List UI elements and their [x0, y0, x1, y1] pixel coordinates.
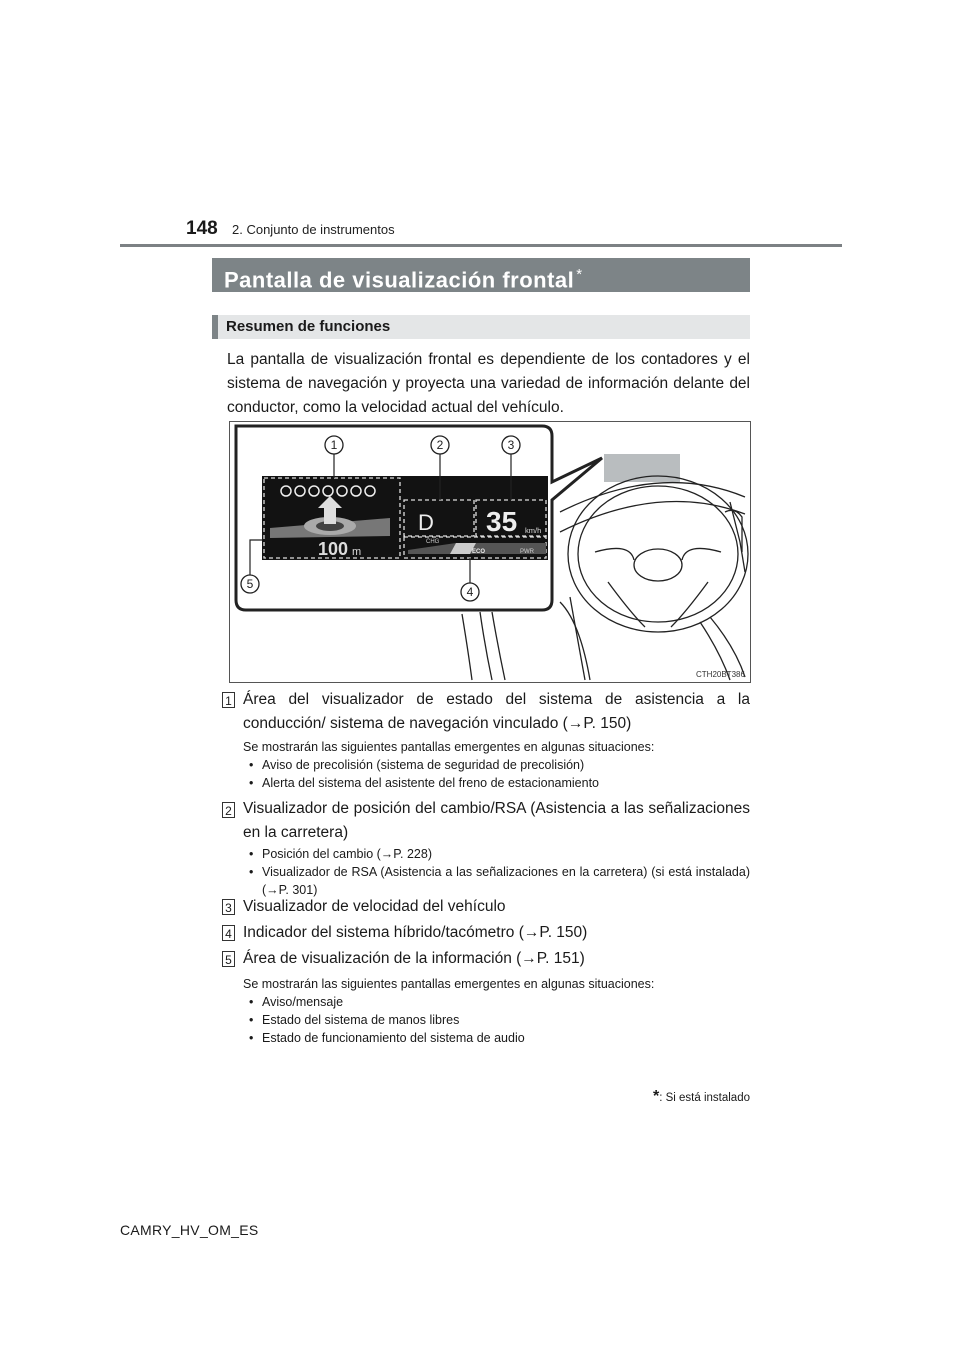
page-number: 148: [186, 218, 218, 239]
item-number-3: 3: [222, 899, 235, 915]
callout-number-5: 5: [246, 577, 254, 591]
item-4-text: Indicador del sistema híbrido/tacómetro (→P. 150): [243, 924, 588, 941]
item-number-5: 5: [222, 951, 235, 967]
subsection-title: [212, 315, 750, 339]
section-title: [212, 258, 750, 292]
item-5-note: Se mostrarán las siguientes pantallas emergentes en algunas situaciones:: [243, 977, 655, 991]
list-item: • Aviso/mensaje: [246, 993, 750, 1011]
footnote: [653, 1088, 750, 1106]
item-number-4: 4: [222, 925, 235, 941]
footnote-text: : Si está instalado: [659, 1092, 750, 1104]
callout-number-1: 1: [330, 438, 338, 452]
item-1-text: Área del visualizador de estado del sistema de asistencia a la conducción/ sistema de navegación vinculado (→P. 150): [243, 691, 750, 732]
hud-gear-indicator: D: [418, 510, 434, 535]
list-item: • Estado de funcionamiento del sistema de audio: [246, 1029, 750, 1047]
hud-speed-value: 35: [486, 506, 518, 537]
callout-number-2: 2: [436, 438, 444, 452]
item-number-1: 1: [222, 692, 235, 708]
chapter-heading: 2. Conjunto de instrumentos: [232, 222, 395, 237]
item-1-note: Se mostrarán las siguientes pantallas emergentes en algunas situaciones:: [243, 740, 655, 754]
installed-asterisk: *: [576, 266, 583, 283]
hybrid-bar-label-eco: ECO: [472, 549, 486, 555]
section-title-text: Pantalla de visualización frontal: [224, 267, 575, 293]
figure-code: CTH20BT386: [696, 670, 745, 679]
list-item: • Posición del cambio (→P. 228): [246, 845, 750, 863]
callout-number-4: 4: [466, 585, 474, 599]
hud-distance-unit: m: [352, 546, 362, 558]
list-item: • Visualizador de RSA (Asistencia a las señalizaciones en la carretera) (si está instalada) (→P. 301): [246, 863, 750, 899]
hybrid-bar-label-charge: CHG: [426, 539, 440, 545]
item-5-text: Área de visualización de la información (→P. 151): [243, 950, 585, 967]
subsection-title-text: Resumen de funciones: [226, 318, 391, 335]
header-divider: [120, 244, 842, 247]
document-code: CAMRY_HV_OM_ES: [120, 1222, 259, 1238]
list-item: • Estado del sistema de manos libres: [246, 1011, 750, 1029]
intro-paragraph: La pantalla de visualización frontal es dependiente de los contadores y el sistema de navegación y proyecta una variedad de información delante del conductor, como la velocidad actual del vehículo.: [227, 351, 750, 416]
item-3-text: Visualizador de velocidad del vehículo: [243, 898, 506, 915]
item-1-bullet-list: [246, 756, 750, 792]
list-item: • Aviso de precolisión (sistema de seguridad de precolisión): [246, 756, 750, 774]
callout-number-3: 3: [507, 438, 515, 452]
hud-speed-unit: km/h: [525, 526, 542, 535]
item-number-2: 2: [222, 802, 235, 818]
list-item: • Alerta del sistema del asistente del freno de estacionamiento: [246, 774, 750, 792]
item-5-bullet-list: [246, 993, 750, 1047]
item-2-bullet-list: [246, 845, 750, 899]
item-2-text: Visualizador de posición del cambio/RSA (Asistencia a las señalizaciones en la carretera): [243, 800, 750, 841]
footnote-asterisk: *: [652, 1088, 660, 1105]
subsection-accent-bar: [212, 315, 218, 339]
hud-illustration: [229, 421, 751, 683]
hud-diagram: [230, 422, 750, 682]
hybrid-bar-label-power: PWR: [520, 549, 534, 555]
hud-distance-value: 100: [318, 539, 349, 559]
